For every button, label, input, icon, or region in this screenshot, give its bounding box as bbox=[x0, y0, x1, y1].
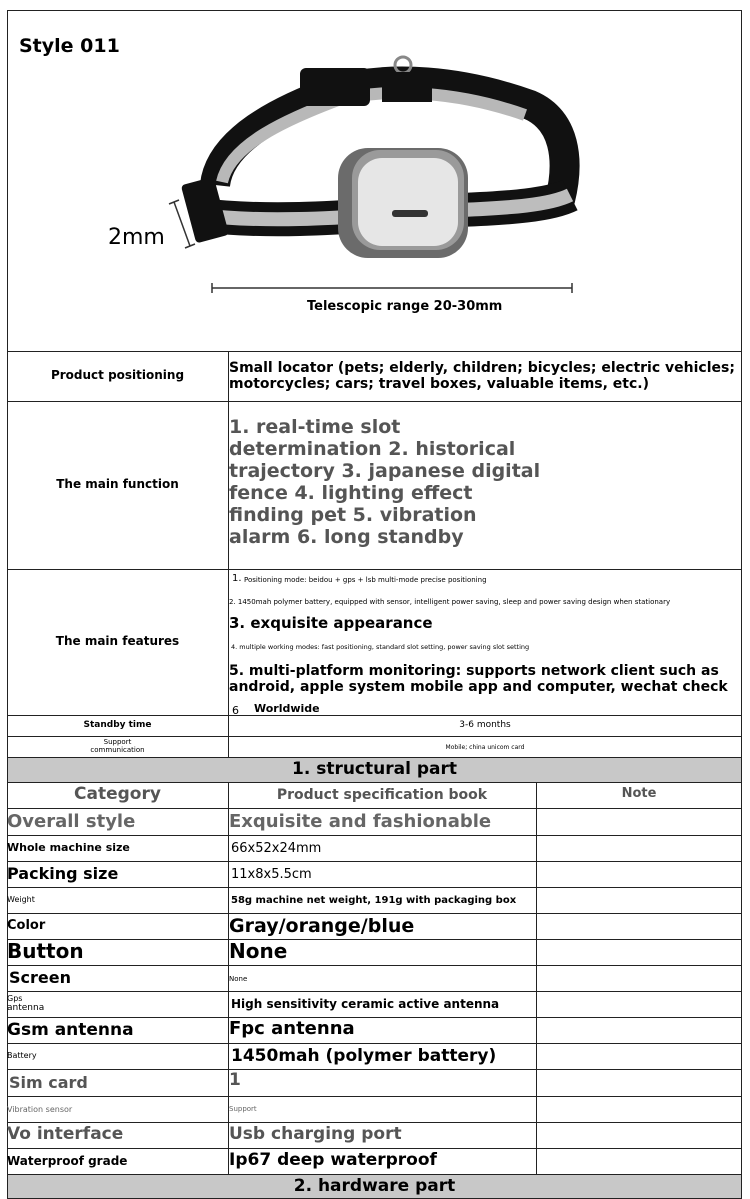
feature-1: Positioning mode: beidou + gps + lsb multi-mode precise positioning bbox=[244, 576, 487, 584]
row-weight-value: 58g machine net weight, 191g with packaging box bbox=[231, 895, 517, 906]
feature-4: 4. multiple working modes: fast positioning, standard slot setting, power saving slot setting bbox=[231, 643, 530, 651]
row-waterproof-value: Ip67 deep waterproof bbox=[229, 1150, 437, 1170]
row-sim-key: Sim card bbox=[9, 1073, 88, 1092]
section-2-title: 2. hardware part bbox=[293, 1176, 456, 1196]
function-line: fence 4. lighting effect bbox=[229, 482, 473, 504]
row-overall-key: Overall style bbox=[7, 811, 136, 832]
row-size-key: Whole machine size bbox=[7, 841, 130, 854]
row-vibration-key: Vibration sensor bbox=[7, 1105, 73, 1114]
feature-6-num: 6 bbox=[232, 704, 239, 717]
feature-5-line1: 5. multi-platform monitoring: supports network client such as bbox=[229, 663, 719, 679]
range-label: Telescopic range 20-30mm bbox=[307, 299, 503, 314]
positioning-label: Product positioning bbox=[50, 368, 185, 382]
row-gsm-key: Gsm antenna bbox=[7, 1020, 134, 1040]
function-line: alarm 6. long standby bbox=[229, 526, 464, 548]
positioning-line2: motorcycles; cars; travel boxes, valuable items, etc.) bbox=[229, 376, 650, 392]
row-color-key: Color bbox=[7, 918, 46, 933]
col-header-spec: Product specification book bbox=[276, 787, 488, 803]
row-packing-value: 11x8x5.5cm bbox=[231, 867, 312, 882]
feature-1-num: 1. bbox=[232, 573, 242, 584]
support-value: Mobile; china unicom card bbox=[445, 744, 525, 751]
style-label: Style 011 bbox=[19, 35, 120, 57]
function-label: The main function bbox=[56, 477, 179, 491]
row-size-value: 66x52x24mm bbox=[231, 841, 322, 856]
features-label: The main features bbox=[55, 634, 180, 648]
range-line bbox=[210, 282, 574, 294]
row-gps-value: High sensitivity ceramic active antenna bbox=[231, 997, 500, 1011]
row-button-value: None bbox=[229, 939, 288, 963]
row-vibration-value: Support bbox=[229, 1105, 257, 1113]
row-vo-key: Vo interface bbox=[7, 1124, 124, 1144]
row-color-value: Gray/orange/blue bbox=[229, 915, 415, 937]
function-line: 1. real-time slot bbox=[229, 416, 401, 438]
feature-5-line2: android, apple system mobile app and computer, wechat check bbox=[229, 679, 728, 695]
row-waterproof-key: Waterproof grade bbox=[7, 1154, 128, 1168]
collar-illustration bbox=[160, 50, 600, 285]
support-label-line2: communication bbox=[90, 746, 145, 754]
row-vo-value: Usb charging port bbox=[229, 1124, 402, 1144]
info-table bbox=[7, 351, 742, 758]
col-header-category: Category bbox=[74, 784, 161, 804]
standby-value: 3-6 months bbox=[459, 720, 511, 730]
feature-2: 2. 1450mah polymer battery, equipped with sensor, intelligent power saving, sleep and power saving design when stationary bbox=[229, 598, 671, 606]
row-screen-key: Screen bbox=[9, 968, 71, 987]
positioning-line1: Small locator (pets; elderly, children; bicycles; electric vehicles; bbox=[229, 360, 735, 376]
function-line: trajectory 3. japanese digital bbox=[229, 460, 541, 482]
standby-label: Standby time bbox=[83, 720, 152, 730]
function-line: finding pet 5. vibration bbox=[229, 504, 477, 526]
row-gsm-value: Fpc antenna bbox=[229, 1018, 355, 1039]
row-button-key: Button bbox=[7, 939, 84, 963]
row-weight-key: Weight bbox=[7, 895, 35, 904]
row-battery-value: 1450mah (polymer battery) bbox=[231, 1046, 497, 1066]
thickness-marker bbox=[168, 198, 198, 250]
row-sim-value: 1 bbox=[229, 1070, 241, 1090]
row-gps-key-line2: antenna bbox=[7, 1003, 45, 1013]
section-1-title: 1. structural part bbox=[292, 759, 457, 779]
feature-3: 3. exquisite appearance bbox=[229, 614, 433, 632]
row-gps-key-line1: Gps bbox=[7, 994, 23, 1003]
row-packing-key: Packing size bbox=[7, 864, 119, 883]
row-overall-value: Exquisite and fashionable bbox=[229, 811, 492, 832]
row-battery-key: Battery bbox=[7, 1051, 37, 1060]
feature-6: Worldwide bbox=[254, 702, 320, 715]
row-screen-value: None bbox=[229, 975, 248, 983]
support-label-line1: Support bbox=[103, 738, 132, 746]
function-line: determination 2. historical bbox=[229, 438, 516, 460]
col-header-note: Note bbox=[621, 786, 657, 801]
thickness-label: 2mm bbox=[108, 225, 165, 250]
